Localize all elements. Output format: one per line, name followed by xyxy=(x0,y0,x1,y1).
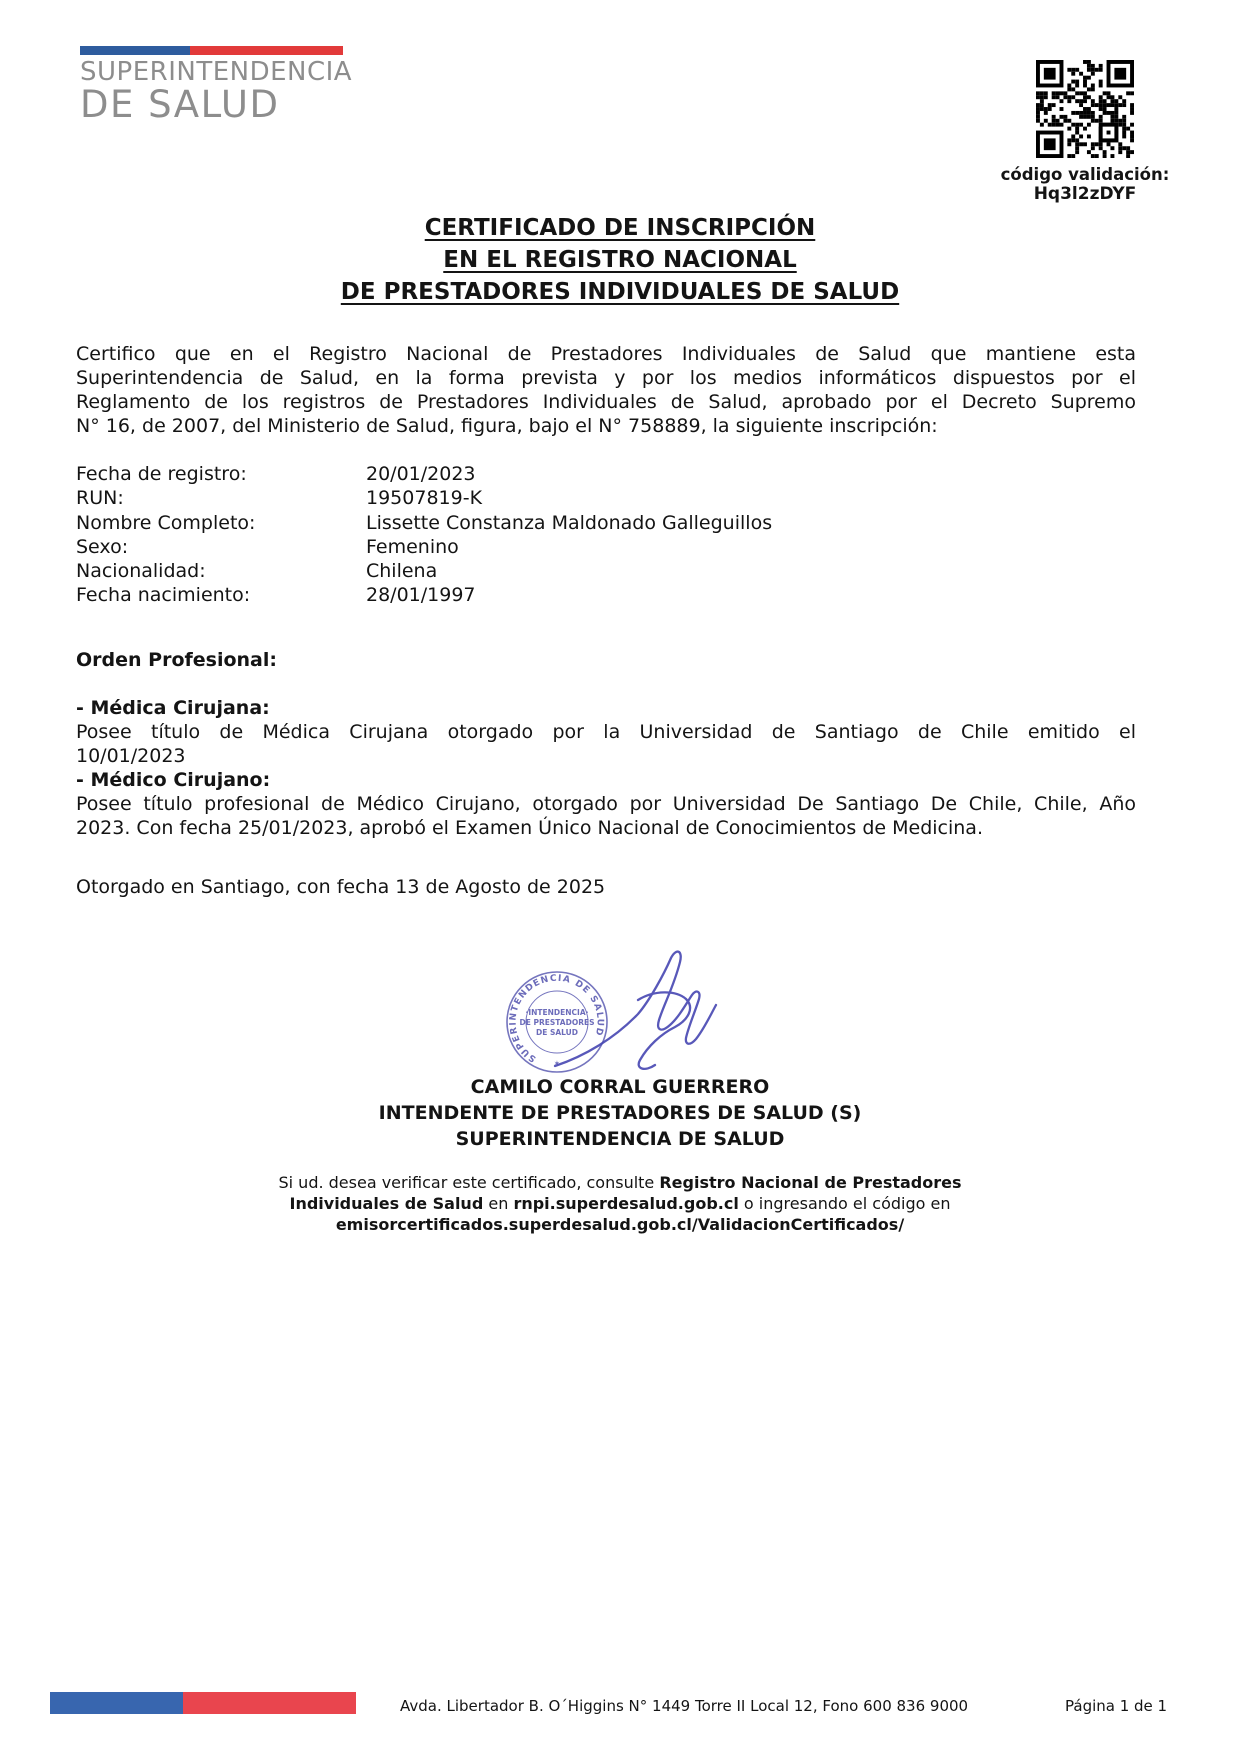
superintendencia-logo xyxy=(80,46,352,125)
verify-text: Si ud. desea verificar este certificado, consulte xyxy=(278,1173,660,1192)
entry-text: Posee título de Médica Cirujana otorgado por la Universidad de Santiago de Chile emitido el xyxy=(76,721,1136,743)
field-label: Fecha de registro: xyxy=(76,463,247,485)
entry-text: 2023. Con fecha 25/01/2023, aprobó el Examen Único Nacional de Conocimientos de Medicina. xyxy=(76,817,983,839)
validation-block xyxy=(975,60,1195,204)
field-row-fecha-nacimiento xyxy=(76,583,772,607)
validation-code-value: Hq3l2zDYF xyxy=(1033,184,1137,204)
validation-code-label: código validación: xyxy=(1000,165,1170,184)
verify-url-validacion: emisorcertificados.superdesalud.gob.cl/ValidacionCertificados/ xyxy=(335,1215,905,1234)
verify-text: o ingresando el código en xyxy=(738,1194,951,1213)
intro-line: Certifico que en el Registro Nacional de Prestadores Individuales de Salud que mantiene esta xyxy=(76,343,1136,365)
field-value: Chilena xyxy=(366,560,438,583)
stamp-and-signature xyxy=(440,938,760,1083)
qr-code xyxy=(1036,60,1134,158)
field-value: Lissette Constanza Maldonado Galleguillos xyxy=(366,511,773,534)
intro-line: Superintendencia de Salud, en la forma prevista y por los medios informáticos dispuestos por el xyxy=(76,367,1136,389)
field-label: Nacionalidad: xyxy=(76,560,206,583)
official-stamp-icon xyxy=(440,938,760,1083)
verify-text: en xyxy=(483,1194,514,1213)
verify-url-rnpi: rnpi.superdesalud.gob.cl xyxy=(513,1194,739,1213)
chile-flag-bar-icon xyxy=(80,46,343,55)
certification-paragraph xyxy=(76,342,1136,438)
title-line3: DE PRESTADORES INDIVIDUALES DE SALUD xyxy=(340,279,900,305)
logo-line2: DE SALUD xyxy=(80,83,280,127)
document-title xyxy=(0,212,1240,308)
entry-text: Posee título profesional de Médico Cirujano, otorgado por Universidad De Santiago De Chile, Chile, Año xyxy=(76,793,1136,815)
field-row-nombre xyxy=(76,511,772,535)
signatory-organization: SUPERINTENDENCIA DE SALUD xyxy=(455,1128,785,1150)
signatory-name: CAMILO CORRAL GUERRERO xyxy=(470,1076,770,1098)
field-row-run xyxy=(76,486,772,510)
field-label: Sexo: xyxy=(76,535,129,558)
signatory-block xyxy=(0,1074,1240,1152)
stamp-center-line2: DE PRESTADORES xyxy=(519,1018,595,1027)
orden-profesional-section xyxy=(76,648,1136,840)
stamp-center-line3: DE SALUD xyxy=(536,1028,578,1037)
issuance-line: Otorgado en Santiago, con fecha 13 de Agosto de 2025 xyxy=(76,876,606,898)
field-label: Nombre Completo: xyxy=(76,511,256,534)
intro-line: N° 16, de 2007, del Ministerio de Salud, figura, bajo el N° 758889, la siguiente inscripción: xyxy=(76,415,938,437)
signatory-title: INTENDENTE DE PRESTADORES DE SALUD (S) xyxy=(378,1102,862,1124)
intro-line: Reglamento de los registros de Prestadores Individuales de Salud, aprobado por el Decreto Supremo xyxy=(76,391,1136,413)
field-row-sexo xyxy=(76,535,772,559)
field-value: 19507819-K xyxy=(366,487,483,510)
field-value: 28/01/1997 xyxy=(366,584,476,607)
registry-fields xyxy=(76,462,772,608)
logo-line1: SUPERINTENDENCIA xyxy=(80,57,353,87)
field-label: Fecha nacimiento: xyxy=(76,584,251,607)
footer-page-number: Página 1 de 1 xyxy=(1065,1697,1168,1715)
entry-title-medico-cirujano: - Médico Cirujano: xyxy=(76,769,271,791)
field-value: Femenino xyxy=(366,535,459,558)
stamp-star-icon: ✶ xyxy=(553,1059,561,1068)
field-label: RUN: xyxy=(76,487,124,510)
verification-note xyxy=(230,1172,1010,1235)
entry-title-medica-cirujana: - Médica Cirujana: xyxy=(76,697,270,719)
orden-profesional-heading: Orden Profesional: xyxy=(76,649,277,671)
entry-text: 10/01/2023 xyxy=(76,745,186,767)
stamp-center-line1: ·INTENDENCIA· xyxy=(525,1008,589,1017)
field-value: 20/01/2023 xyxy=(366,463,476,485)
title-line1: CERTIFICADO DE INSCRIPCIÓN xyxy=(424,215,816,241)
footer-flag-bar-icon xyxy=(50,1692,356,1714)
title-line2: EN EL REGISTRO NACIONAL xyxy=(443,247,797,273)
footer-address: Avda. Libertador B. O´Higgins N° 1449 Torre II Local 12, Fono 600 836 9000 xyxy=(400,1697,969,1715)
field-row-nacionalidad xyxy=(76,559,772,583)
verify-registry-name: Registro Nacional de Prestadores Individuales de Salud xyxy=(289,1173,962,1213)
stamp-ring-text: SUPERINTENDENCIA DE SALUD xyxy=(508,973,605,1064)
field-row-fecha-registro xyxy=(76,462,772,486)
